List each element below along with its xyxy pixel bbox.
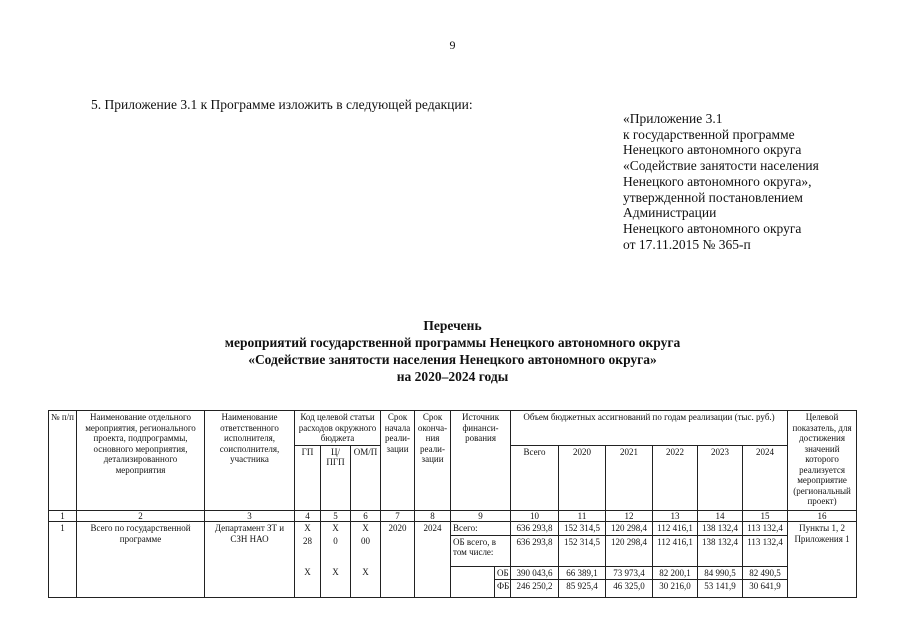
value-cell: 246 250,2: [511, 580, 559, 598]
row-number: 1: [49, 522, 77, 598]
title-line: мероприятий государственной программы Ненецкого автономного округа: [224, 335, 681, 350]
value-cell: 636 293,8: [511, 522, 559, 536]
appendix-line: Ненецкого автономного округа: [623, 142, 802, 158]
header-2022: 2022: [653, 445, 698, 510]
appendix-line: к государственной программе: [623, 126, 795, 142]
header-end: Срок оконча-ния реали-зации: [415, 411, 451, 511]
value-cell: 113 132,4: [743, 522, 788, 536]
value-cell: 85 925,4: [559, 580, 606, 598]
appendix-line: Администрации: [623, 205, 717, 221]
appendix-line: Ненецкого автономного округа»,: [623, 173, 812, 189]
code-cpgp: X: [321, 566, 351, 598]
value-cell: 46 325,0: [606, 580, 653, 598]
value-cell: 636 293,8: [511, 535, 559, 566]
col-number: 8: [415, 510, 451, 522]
header-gp: ГП: [295, 445, 321, 510]
table-row: [49, 522, 857, 536]
code-cpgp: X: [321, 522, 351, 536]
value-cell: 66 389,1: [559, 566, 606, 580]
appendix-line: от 17.11.2015 № 365-п: [623, 236, 751, 252]
col-number: 4: [295, 510, 321, 522]
row-end: 2024: [415, 522, 451, 598]
row-name: Всего по государственной программе: [77, 522, 205, 598]
row-responsible: Департамент ЗТ и СЗН НАО: [205, 522, 295, 598]
value-cell: 138 132,4: [698, 535, 743, 566]
header-om: ОМ/П: [351, 445, 381, 510]
code-om: X: [351, 522, 381, 536]
col-number: 2: [77, 510, 205, 522]
value-cell: 120 298,4: [606, 522, 653, 536]
value-cell: 73 973,4: [606, 566, 653, 580]
header-2024: 2024: [743, 445, 788, 510]
value-cell: 152 314,5: [559, 535, 606, 566]
source-ob-all: ОБ всего, в том числе:: [451, 535, 511, 566]
title-line: на 2020–2024 годы: [396, 369, 509, 384]
col-number: 15: [743, 510, 788, 522]
appendix-line: «Содействие занятости населения: [623, 158, 819, 174]
row-start: 2020: [381, 522, 415, 598]
value-cell: 112 416,1: [653, 535, 698, 566]
header-2021: 2021: [606, 445, 653, 510]
col-number: 16: [788, 510, 857, 522]
header-responsible: Наименование ответственного исполнителя, соисполнителя, участника: [205, 411, 295, 511]
col-number: 7: [381, 510, 415, 522]
page-number: 9: [449, 38, 456, 52]
col-number: 10: [511, 510, 559, 522]
value-cell: 84 990,5: [698, 566, 743, 580]
col-number: 14: [698, 510, 743, 522]
value-cell: 112 416,1: [653, 522, 698, 536]
col-number: 11: [559, 510, 606, 522]
title-line: «Содействие занятости населения Ненецкого автономного округа»: [248, 352, 657, 367]
header-2023: 2023: [698, 445, 743, 510]
value-cell: 82 200,1: [653, 566, 698, 580]
intro-text: 5. Приложение 3.1 к Программе изложить в следующей редакции:: [91, 97, 473, 112]
value-cell: 82 490,5: [743, 566, 788, 580]
header-no: № п/п: [49, 411, 77, 511]
value-cell: 120 298,4: [606, 535, 653, 566]
col-number: 13: [653, 510, 698, 522]
header-target: Целевой показатель, для достижения значений которого реализуется мероприятие (региональный проект): [788, 411, 857, 511]
code-om: X: [351, 566, 381, 598]
title-line: Перечень: [423, 318, 482, 333]
col-number: 12: [606, 510, 653, 522]
col-number: 1: [49, 510, 77, 522]
col-number: 5: [321, 510, 351, 522]
source-total: Всего:: [451, 522, 511, 536]
header-volume: Объем бюджетных ассигнований по годам реализации (тыс. руб.): [511, 411, 788, 446]
col-number: 9: [451, 510, 511, 522]
header-source: Источник финанси-рования: [451, 411, 511, 511]
code-gp: X: [295, 566, 321, 598]
value-cell: 138 132,4: [698, 522, 743, 536]
value-cell: 53 141,9: [698, 580, 743, 598]
value-cell: 152 314,5: [559, 522, 606, 536]
source-indent: [451, 566, 495, 598]
col-number: 6: [351, 510, 381, 522]
measures-table: [48, 410, 857, 598]
value-cell: 390 043,6: [511, 566, 559, 580]
document-title: [0, 317, 905, 385]
header-code: Код целевой статьи расходов окружного бюджета: [295, 411, 381, 446]
col-number: 3: [205, 510, 295, 522]
value-cell: 30 216,0: [653, 580, 698, 598]
code-cpgp: 0: [321, 535, 351, 566]
header-name: Наименование отдельного мероприятия, регионального проекта, подпрограммы, основного мероприятия, детализированного мероприятия: [77, 411, 205, 511]
code-gp: X: [295, 522, 321, 536]
appendix-line: Ненецкого автономного округа: [623, 220, 802, 236]
header-cpgp: Ц/ПГП: [321, 445, 351, 510]
header-total: Всего: [511, 445, 559, 510]
source-fb: ФБ: [495, 580, 511, 598]
appendix-line: утвержденной постановлением: [623, 189, 803, 205]
value-cell: 30 641,9: [743, 580, 788, 598]
code-gp: 28: [295, 535, 321, 566]
code-om: 00: [351, 535, 381, 566]
value-cell: 113 132,4: [743, 535, 788, 566]
header-start: Срок начала реали-зации: [381, 411, 415, 511]
source-ob: ОБ: [495, 566, 511, 580]
appendix-note: [623, 111, 819, 252]
header-2020: 2020: [559, 445, 606, 510]
row-target: Пункты 1, 2 Приложения 1: [788, 522, 857, 598]
appendix-line: «Приложение 3.1: [623, 111, 723, 126]
